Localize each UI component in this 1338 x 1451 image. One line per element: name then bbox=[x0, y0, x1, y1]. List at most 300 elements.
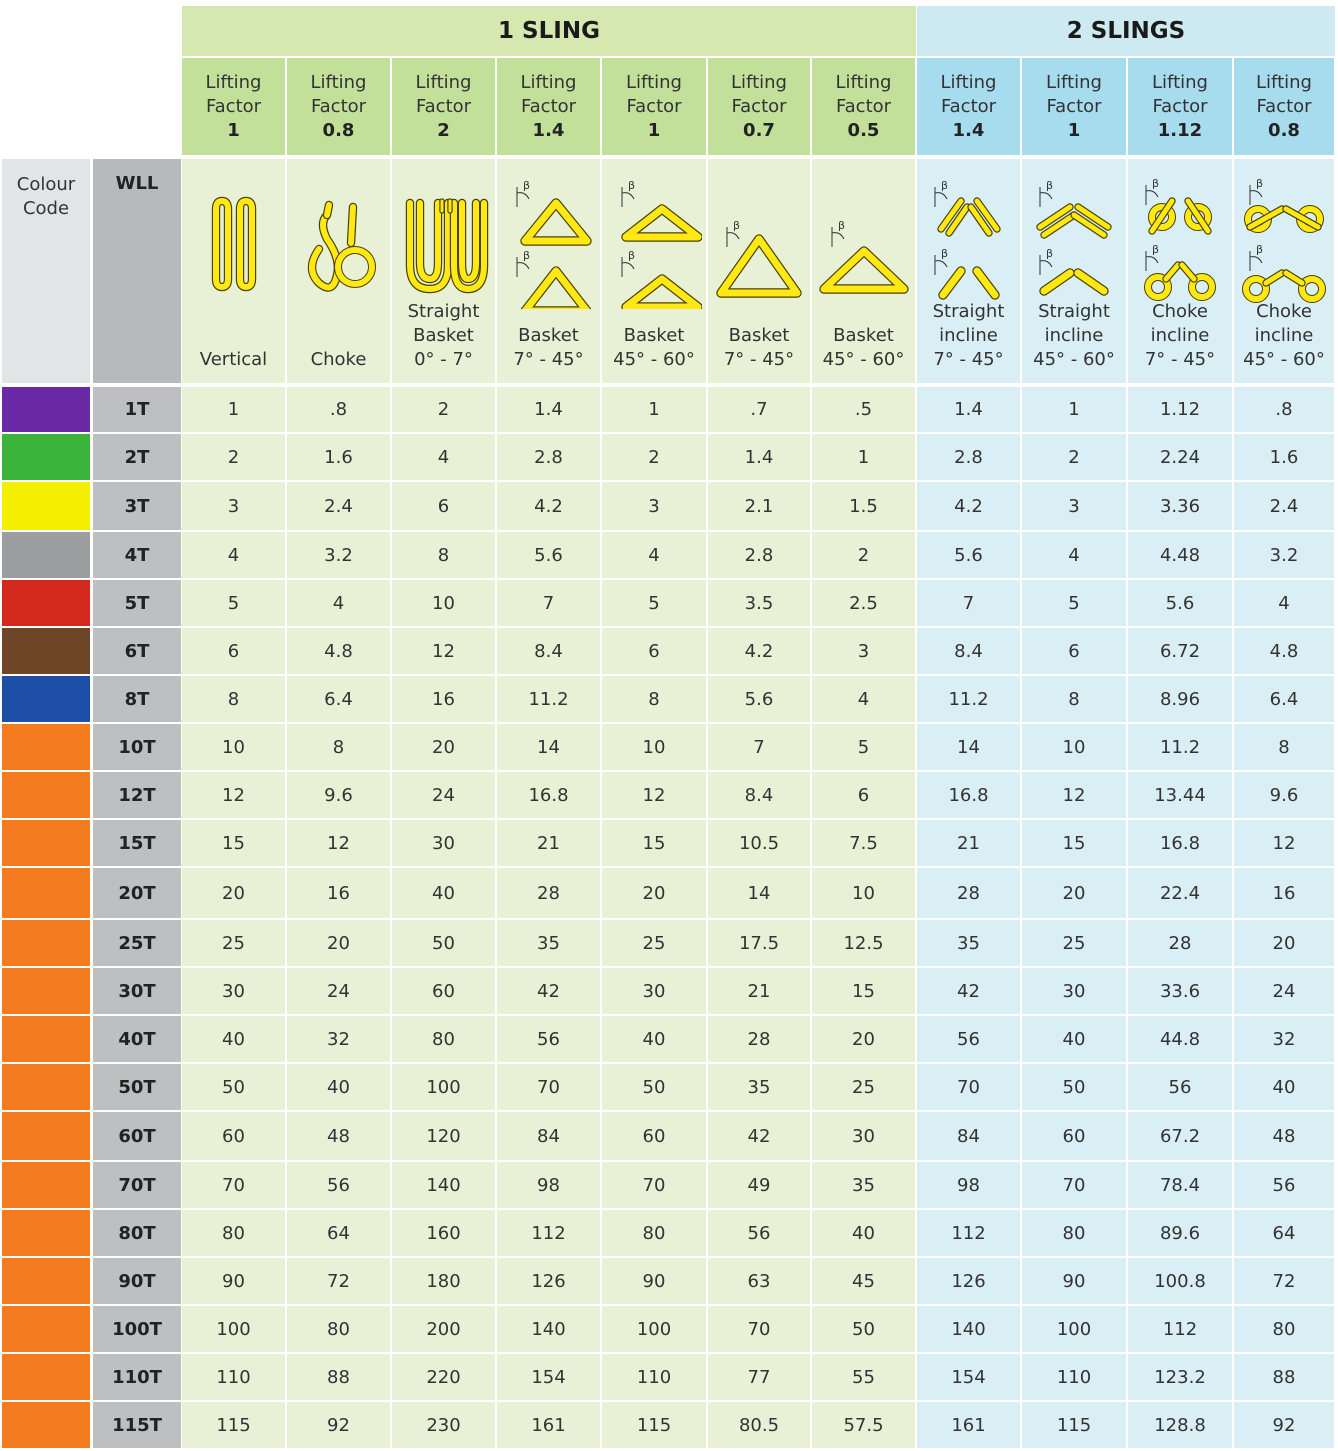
table-cell-value: 90 bbox=[642, 1270, 666, 1292]
colour-code-swatch bbox=[2, 676, 90, 722]
table-cell bbox=[497, 482, 600, 530]
wll-cell bbox=[93, 1354, 181, 1400]
table-cell-value: 8 bbox=[437, 544, 450, 566]
table-cell-value: 30 bbox=[222, 980, 245, 1002]
table-cell-value: 60 bbox=[432, 980, 455, 1002]
table-cell-value: 4 bbox=[648, 544, 660, 566]
table-cell-value: 10 bbox=[642, 736, 666, 758]
table-cell bbox=[708, 968, 810, 1014]
table-cell bbox=[1234, 868, 1334, 918]
table-cell bbox=[1022, 482, 1126, 530]
table-cell bbox=[392, 1258, 495, 1304]
table-cell bbox=[287, 820, 390, 866]
table-cell-value: 8.4 bbox=[744, 784, 774, 806]
group-header-2-slings bbox=[917, 6, 1335, 56]
configuration-label-line: 45° - 60° bbox=[1243, 349, 1325, 370]
colour-code-swatch bbox=[2, 628, 90, 674]
table-cell-value: 10.5 bbox=[738, 832, 780, 854]
table-cell-value: 20 bbox=[327, 932, 350, 954]
table-cell-value: 154 bbox=[531, 1366, 566, 1388]
table-cell bbox=[392, 1064, 495, 1110]
table-cell bbox=[1022, 1306, 1126, 1352]
table-cell bbox=[917, 482, 1020, 530]
lifting-factor-word: Factor bbox=[415, 95, 472, 117]
table-cell bbox=[602, 532, 706, 578]
table-cell bbox=[392, 387, 495, 432]
table-cell bbox=[602, 1064, 706, 1110]
table-cell bbox=[287, 628, 390, 674]
table-cell bbox=[917, 772, 1020, 818]
table-cell-value: 50 bbox=[852, 1318, 875, 1340]
table-cell-value: 140 bbox=[531, 1318, 566, 1340]
table-cell bbox=[287, 1402, 390, 1448]
table-cell-value: 2 bbox=[437, 399, 450, 420]
table-cell bbox=[497, 1064, 600, 1110]
wll-label: 50T bbox=[118, 1076, 156, 1098]
table-cell bbox=[1234, 580, 1334, 626]
table-cell-value: 115 bbox=[1056, 1414, 1092, 1436]
choke-incline-wide-icon bbox=[1236, 179, 1332, 309]
colour-code-swatch bbox=[2, 968, 90, 1014]
basket-double-icon bbox=[501, 179, 597, 309]
table-cell-value: 25 bbox=[222, 932, 245, 954]
colour-code-swatch bbox=[2, 434, 90, 480]
table-cell bbox=[287, 1016, 390, 1062]
table-cell bbox=[287, 580, 390, 626]
colour-code-swatch bbox=[2, 1112, 90, 1160]
table-cell-value: 88 bbox=[1272, 1366, 1296, 1388]
table-cell bbox=[708, 1064, 810, 1110]
table-cell bbox=[917, 1162, 1020, 1208]
colour-code-swatch bbox=[2, 1306, 90, 1352]
table-cell bbox=[1234, 1306, 1334, 1352]
table-cell bbox=[1128, 387, 1232, 432]
wll-label: 4T bbox=[124, 544, 150, 566]
table-cell-value: 16 bbox=[1272, 882, 1296, 904]
table-cell bbox=[182, 532, 285, 578]
table-cell-value: 63 bbox=[747, 1270, 771, 1292]
table-cell-value: 89.6 bbox=[1159, 1222, 1201, 1244]
wll-cell bbox=[93, 724, 181, 770]
table-cell bbox=[1022, 1064, 1126, 1110]
table-cell-value: 40 bbox=[1272, 1076, 1296, 1098]
table-cell-value: 16 bbox=[432, 688, 455, 710]
table-cell bbox=[1022, 920, 1126, 966]
configuration-label-line: incline bbox=[1254, 325, 1314, 346]
table-cell bbox=[602, 920, 706, 966]
table-cell-value: 12 bbox=[222, 784, 245, 806]
table-cell bbox=[812, 724, 915, 770]
table-cell bbox=[708, 387, 810, 432]
table-cell bbox=[1022, 532, 1126, 578]
table-cell-value: 42 bbox=[957, 980, 980, 1002]
table-cell bbox=[812, 1112, 915, 1160]
wll-cell bbox=[93, 676, 181, 722]
beta-symbol: β bbox=[522, 249, 530, 262]
basket-double-wide-icon bbox=[606, 179, 702, 309]
table-cell bbox=[392, 724, 495, 770]
table-cell-value: 180 bbox=[426, 1270, 461, 1292]
wll-label: 25T bbox=[118, 932, 156, 954]
table-cell-value: 40 bbox=[432, 882, 455, 904]
wll-label: 70T bbox=[118, 1174, 156, 1196]
table-cell bbox=[497, 1258, 600, 1304]
group-header-label: 2 SLINGS bbox=[1066, 18, 1186, 44]
table-cell bbox=[392, 434, 495, 480]
table-cell bbox=[1234, 724, 1334, 770]
table-cell-value: 21 bbox=[957, 832, 980, 854]
lifting-factor-value: 1.4 bbox=[532, 119, 565, 141]
table-cell-value: 24 bbox=[432, 784, 455, 806]
table-cell-value: 10 bbox=[222, 736, 245, 758]
table-cell-value: 56 bbox=[747, 1222, 771, 1244]
table-cell bbox=[917, 532, 1020, 578]
table-cell bbox=[1022, 772, 1126, 818]
table-cell-value: 5 bbox=[857, 736, 870, 758]
table-cell bbox=[497, 1402, 600, 1448]
lifting-factor-header bbox=[917, 58, 1020, 155]
configuration-label-line: Basket bbox=[518, 325, 579, 346]
table-cell-value: 40 bbox=[327, 1076, 350, 1098]
lifting-factor-value: 0.7 bbox=[743, 119, 775, 141]
configuration-label bbox=[1234, 300, 1334, 372]
table-cell-value: 7.5 bbox=[849, 832, 878, 854]
table-cell-value: 2 bbox=[227, 446, 240, 468]
table-cell bbox=[917, 820, 1020, 866]
table-cell bbox=[1128, 1306, 1232, 1352]
wll-cell bbox=[93, 387, 181, 432]
table-cell-value: 1.5 bbox=[849, 495, 878, 517]
lifting-factor-word: Lifting bbox=[520, 71, 577, 93]
table-cell-value: 4 bbox=[1278, 592, 1290, 614]
table-cell bbox=[287, 724, 390, 770]
table-cell bbox=[392, 482, 495, 530]
lifting-factor-value: 0.5 bbox=[847, 119, 880, 141]
table-cell bbox=[1128, 868, 1232, 918]
table-cell-value: 4.8 bbox=[324, 640, 353, 662]
beta-symbol: β bbox=[940, 247, 948, 260]
table-cell-value: 13.44 bbox=[1154, 784, 1206, 806]
table-cell bbox=[1234, 482, 1334, 530]
table-cell-value: 6 bbox=[437, 495, 450, 517]
table-cell-value: 6 bbox=[1068, 640, 1080, 662]
colour-code-swatch bbox=[2, 868, 90, 918]
table-cell-value: 1.4 bbox=[534, 399, 563, 420]
table-cell-value: 92 bbox=[1272, 1414, 1296, 1436]
lifting-factor-header bbox=[1128, 58, 1232, 155]
table-cell-value: 6 bbox=[857, 784, 870, 806]
straight-incline-icon bbox=[921, 179, 1017, 309]
table-cell bbox=[708, 1306, 810, 1352]
table-cell bbox=[1128, 772, 1232, 818]
table-cell-value: 110 bbox=[216, 1366, 251, 1388]
table-cell bbox=[182, 482, 285, 530]
table-cell bbox=[287, 434, 390, 480]
table-cell-value: .7 bbox=[750, 399, 768, 420]
table-cell bbox=[1128, 580, 1232, 626]
table-cell bbox=[812, 1402, 915, 1448]
lifting-factor-word: Lifting bbox=[940, 71, 997, 93]
table-cell-value: 2.4 bbox=[324, 495, 353, 517]
lifting-factor-value: 2 bbox=[437, 119, 450, 141]
table-cell-value: 2 bbox=[1068, 446, 1080, 468]
table-cell-value: 70 bbox=[1062, 1174, 1086, 1196]
lifting-factor-value: 1.4 bbox=[952, 119, 985, 141]
table-cell bbox=[287, 772, 390, 818]
table-cell bbox=[1128, 1162, 1232, 1208]
table-cell bbox=[708, 1016, 810, 1062]
straight-incline-wide-icon bbox=[1026, 179, 1122, 309]
lifting-factor-word: Lifting bbox=[731, 71, 787, 93]
table-cell-value: 16.8 bbox=[948, 784, 989, 806]
wll-label: 2T bbox=[124, 446, 150, 468]
table-cell-value: 6.4 bbox=[1269, 688, 1299, 710]
configuration-header bbox=[1234, 159, 1334, 383]
table-cell bbox=[287, 1064, 390, 1110]
beta-symbol: β bbox=[1256, 243, 1264, 256]
table-cell bbox=[1234, 676, 1334, 722]
table-cell bbox=[392, 1402, 495, 1448]
table-cell-value: 7 bbox=[542, 592, 555, 614]
configuration-label-line: incline bbox=[1044, 325, 1104, 346]
group-header-label: 1 SLING bbox=[498, 18, 600, 44]
table-cell bbox=[1234, 1258, 1334, 1304]
configuration-header bbox=[392, 159, 495, 383]
vertical-sling-icon bbox=[186, 179, 282, 309]
table-cell-value: 8 bbox=[1068, 688, 1080, 710]
table-cell-value: 50 bbox=[642, 1076, 666, 1098]
configuration-label-line: Basket bbox=[413, 325, 474, 346]
colour-code-swatch bbox=[2, 1402, 90, 1448]
table-cell-value: 2.4 bbox=[1269, 495, 1299, 517]
configuration-header bbox=[602, 159, 706, 383]
table-cell bbox=[1022, 1162, 1126, 1208]
table-cell-value: 6.4 bbox=[324, 688, 353, 710]
wll-cell bbox=[93, 1402, 181, 1448]
choke-incline-icon bbox=[1132, 179, 1228, 309]
lifting-factor-value: 1 bbox=[647, 119, 661, 141]
beta-symbol: β bbox=[940, 179, 948, 192]
table-cell-value: 35 bbox=[852, 1174, 875, 1196]
table-cell bbox=[602, 1402, 706, 1448]
table-cell bbox=[602, 1354, 706, 1400]
table-cell bbox=[1022, 1354, 1126, 1400]
table-cell bbox=[497, 920, 600, 966]
table-cell-value: 98 bbox=[537, 1174, 560, 1196]
table-cell bbox=[392, 628, 495, 674]
table-cell-value: 17.5 bbox=[738, 932, 780, 954]
table-cell-value: 70 bbox=[747, 1318, 771, 1340]
table-cell-value: 64 bbox=[1272, 1222, 1296, 1244]
configuration-label-line: 45° - 60° bbox=[1033, 349, 1115, 370]
table-cell-value: 100 bbox=[636, 1318, 672, 1340]
colour-code-swatch bbox=[2, 1210, 90, 1256]
table-cell bbox=[392, 1306, 495, 1352]
table-cell-value: 78.4 bbox=[1159, 1174, 1201, 1196]
table-cell-value: 16.8 bbox=[528, 784, 569, 806]
table-cell bbox=[1128, 820, 1232, 866]
table-cell-value: 30 bbox=[1062, 980, 1086, 1002]
table-cell bbox=[182, 772, 285, 818]
table-cell bbox=[182, 1402, 285, 1448]
wll-cell bbox=[93, 1112, 181, 1160]
table-cell-value: 5.6 bbox=[954, 544, 983, 566]
configuration-label-line: Vertical bbox=[199, 349, 268, 370]
table-cell bbox=[1128, 676, 1232, 722]
table-cell bbox=[1128, 968, 1232, 1014]
table-cell-value: 100.8 bbox=[1154, 1270, 1206, 1292]
lifting-factor-word: Lifting bbox=[626, 71, 682, 93]
beta-symbol: β bbox=[1046, 179, 1054, 192]
table-cell bbox=[917, 1210, 1020, 1256]
table-cell-value: 88 bbox=[327, 1366, 350, 1388]
table-cell-value: 22.4 bbox=[1159, 882, 1201, 904]
table-cell-value: 45 bbox=[852, 1270, 875, 1292]
table-cell-value: 12 bbox=[432, 640, 455, 662]
table-cell bbox=[602, 1258, 706, 1304]
table-cell bbox=[182, 1306, 285, 1352]
table-cell-value: 25 bbox=[1062, 932, 1086, 954]
table-cell-value: 15 bbox=[852, 980, 875, 1002]
table-cell-value: 57.5 bbox=[843, 1414, 884, 1436]
table-cell-value: 120 bbox=[426, 1125, 461, 1147]
table-cell-value: 6 bbox=[227, 640, 240, 662]
lifting-factor-header bbox=[812, 58, 915, 155]
table-cell bbox=[1022, 1112, 1126, 1160]
table-cell bbox=[182, 868, 285, 918]
table-cell-value: 72 bbox=[327, 1270, 350, 1292]
table-cell bbox=[1234, 434, 1334, 480]
table-cell-value: 5 bbox=[1068, 592, 1080, 614]
table-cell-value: 98 bbox=[957, 1174, 980, 1196]
table-cell-value: 200 bbox=[426, 1318, 461, 1340]
table-cell-value: 230 bbox=[426, 1414, 461, 1436]
table-cell bbox=[917, 580, 1020, 626]
straight-basket-icon bbox=[396, 179, 492, 309]
table-cell-value: 2 bbox=[648, 446, 660, 468]
table-cell bbox=[602, 1210, 706, 1256]
table-cell bbox=[917, 628, 1020, 674]
table-cell bbox=[1022, 724, 1126, 770]
table-cell-value: 4.48 bbox=[1159, 544, 1201, 566]
table-cell bbox=[287, 532, 390, 578]
lifting-factor-header bbox=[708, 58, 810, 155]
table-cell-value: 1.6 bbox=[1269, 446, 1299, 468]
configuration-label-line: 7° - 45° bbox=[1144, 349, 1216, 370]
lifting-factor-value: 0.8 bbox=[1268, 119, 1300, 141]
colour-code-swatch bbox=[2, 532, 90, 578]
table-cell bbox=[812, 1162, 915, 1208]
table-cell bbox=[392, 868, 495, 918]
table-cell-value: 112 bbox=[1162, 1318, 1198, 1340]
table-cell bbox=[497, 628, 600, 674]
table-cell-value: 128.8 bbox=[1154, 1414, 1206, 1436]
table-cell-value: 9.6 bbox=[324, 784, 353, 806]
configuration-header bbox=[708, 159, 810, 383]
table-cell bbox=[708, 1162, 810, 1208]
configuration-label-line: Straight bbox=[1038, 301, 1110, 322]
table-cell bbox=[602, 1016, 706, 1062]
table-cell-value: 67.2 bbox=[1159, 1125, 1201, 1147]
table-cell-value: 1.4 bbox=[744, 446, 774, 468]
lifting-factor-word: Factor bbox=[205, 95, 262, 117]
wll-cell bbox=[93, 920, 181, 966]
colour-code-swatch bbox=[2, 387, 90, 432]
lifting-factor-header bbox=[182, 58, 285, 155]
table-cell-value: 8 bbox=[1278, 736, 1290, 758]
table-cell bbox=[812, 387, 915, 432]
lifting-factor-word: Factor bbox=[731, 95, 787, 117]
table-cell bbox=[1022, 868, 1126, 918]
table-cell-value: 70 bbox=[642, 1174, 666, 1196]
table-cell-value: 50 bbox=[432, 932, 455, 954]
table-cell-value: 70 bbox=[957, 1076, 980, 1098]
configuration-label-line: Basket bbox=[833, 325, 894, 346]
table-cell bbox=[1234, 387, 1334, 432]
table-cell bbox=[708, 1210, 810, 1256]
configuration-label-line: Straight bbox=[932, 301, 1005, 322]
table-cell bbox=[182, 1258, 285, 1304]
configuration-label bbox=[1022, 300, 1126, 372]
table-cell bbox=[287, 920, 390, 966]
table-cell bbox=[1128, 1064, 1232, 1110]
table-cell bbox=[497, 1210, 600, 1256]
table-cell bbox=[917, 434, 1020, 480]
colour-code-swatch bbox=[2, 1258, 90, 1304]
table-cell-value: 5 bbox=[227, 592, 240, 614]
table-cell bbox=[392, 772, 495, 818]
table-cell-value: 77 bbox=[747, 1366, 771, 1388]
table-cell-value: 42 bbox=[747, 1125, 771, 1147]
wll-label: 15T bbox=[118, 832, 156, 854]
colour-code-swatch bbox=[2, 482, 90, 530]
table-cell-value: 11.2 bbox=[528, 688, 569, 710]
lifting-factor-value: 0.8 bbox=[322, 119, 355, 141]
configuration-label-line: Straight bbox=[407, 301, 480, 322]
table-cell bbox=[812, 772, 915, 818]
table-cell-value: 24 bbox=[1272, 980, 1296, 1002]
table-cell-value: 100 bbox=[1056, 1318, 1092, 1340]
table-cell bbox=[1234, 920, 1334, 966]
table-cell-value: 2.8 bbox=[534, 446, 563, 468]
table-cell bbox=[602, 968, 706, 1014]
table-cell bbox=[812, 1306, 915, 1352]
configuration-header bbox=[182, 159, 285, 383]
wll-label: 8T bbox=[124, 688, 150, 710]
table-cell-value: 28 bbox=[537, 882, 560, 904]
table-cell-value: 5.6 bbox=[534, 544, 563, 566]
table-cell-value: 20 bbox=[432, 736, 455, 758]
configuration-label bbox=[392, 300, 495, 372]
wll-cell bbox=[93, 1162, 181, 1208]
wll-header-label: WLL bbox=[115, 173, 159, 194]
lifting-factor-value: 1.12 bbox=[1157, 119, 1203, 141]
table-cell bbox=[287, 387, 390, 432]
table-cell bbox=[708, 580, 810, 626]
table-cell bbox=[602, 387, 706, 432]
table-cell-value: 56 bbox=[537, 1028, 560, 1050]
table-cell-value: 56 bbox=[1168, 1076, 1192, 1098]
colour-code-header bbox=[2, 159, 90, 383]
wll-cell bbox=[93, 820, 181, 866]
configuration-label-line: 7° - 45° bbox=[513, 349, 584, 370]
table-cell bbox=[1022, 820, 1126, 866]
table-cell-value: 35 bbox=[537, 932, 560, 954]
table-cell bbox=[182, 1112, 285, 1160]
table-cell bbox=[602, 482, 706, 530]
table-cell-value: 35 bbox=[747, 1076, 771, 1098]
table-cell-value: 4 bbox=[332, 592, 345, 614]
